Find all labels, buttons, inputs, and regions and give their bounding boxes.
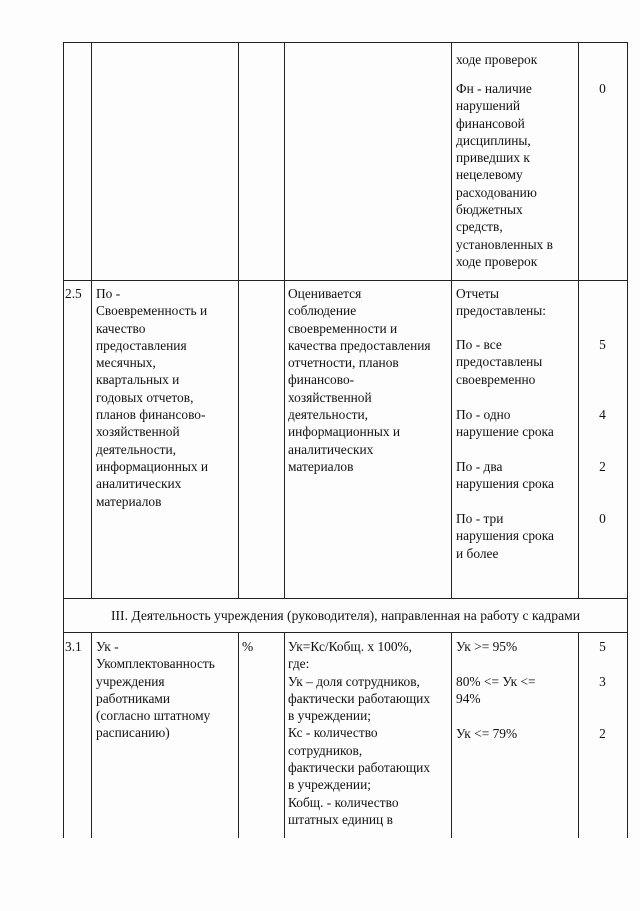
row-3-1-criterion-2: 80% <= Ук <= 94% <box>456 674 536 707</box>
row-2-5-method: Оценивается соблюдение своевременности и качества предоставления отчетности, планов финансово- хозяйственной деятельности, информационных и аналитических материалов <box>288 286 431 474</box>
row-3-1-method: Ук=Кс/Кобщ. х 100%, где: Ук – доля сотрудников, фактически работающих в учреждении; Кс - количество сотрудников, фактически работающих в учреждении; Кобщ. - количество штатных единиц в <box>288 639 431 827</box>
row-2-5-criterion-1: По - все предоставлены своевременно <box>456 337 543 387</box>
row-2-5-criterion-3: По - два нарушения срока <box>456 459 554 492</box>
table-border-right <box>627 42 628 838</box>
col-divider-2-b <box>238 632 239 838</box>
criterion-text-b: Фн - наличие нарушений финансовой дисциплины, приведших к нецелевому расходованию бюджетных средств, установленных в ходе проверок <box>456 81 553 269</box>
criterion-score-b: 0 <box>599 81 606 96</box>
row-divider-2-5 <box>63 280 628 281</box>
row-2-5-score-4: 0 <box>599 511 606 526</box>
row-3-1-score-2: 3 <box>599 674 606 689</box>
criterion-text-a: ходе проверок <box>456 52 538 67</box>
col-divider-3 <box>284 42 285 598</box>
table-border-top <box>63 42 628 43</box>
row-3-1-score-3: 2 <box>599 726 606 741</box>
row-divider-3-1 <box>63 632 628 633</box>
row-2-5-criteria-header: Отчеты предоставлены: <box>456 286 547 319</box>
row-3-1-criterion-3: Ук <= 79% <box>456 726 518 741</box>
col-divider-1-b <box>91 632 92 838</box>
row-3-1-criterion-1: Ук >= 95% <box>456 639 518 654</box>
section-3-heading: III. Деятельность учреждения (руководителя), направленная на работу с кадрами <box>111 608 580 623</box>
row-2-5-score-1: 5 <box>599 337 606 352</box>
row-3-1-unit: % <box>242 639 254 654</box>
row-2-5-score-3: 2 <box>599 459 606 474</box>
col-divider-1 <box>91 42 92 598</box>
table-border-left <box>63 42 64 838</box>
col-divider-2 <box>238 42 239 598</box>
col-divider-3-b <box>284 632 285 838</box>
row-2-5-criterion-2: По - одно нарушение срока <box>456 407 554 440</box>
row-divider-section-3 <box>63 598 628 599</box>
row-2-5-number: 2.5 <box>65 286 82 301</box>
row-3-1-number: 3.1 <box>65 639 82 654</box>
row-2-5-score-2: 4 <box>599 407 606 422</box>
row-2-5-criterion-4: По - три нарушения срока и более <box>456 511 554 561</box>
row-3-1-score-1: 5 <box>599 639 606 654</box>
row-2-5-indicator: По - Своевременность и качество предоставления месячных, квартальных и годовых отчетов, планов финансово- хозяйственной деятельности, информационных и аналитических материалов <box>96 286 209 509</box>
row-3-1-indicator: Ук - Укомплектованность учреждения работниками (согласно штатному расписанию) <box>96 639 215 741</box>
